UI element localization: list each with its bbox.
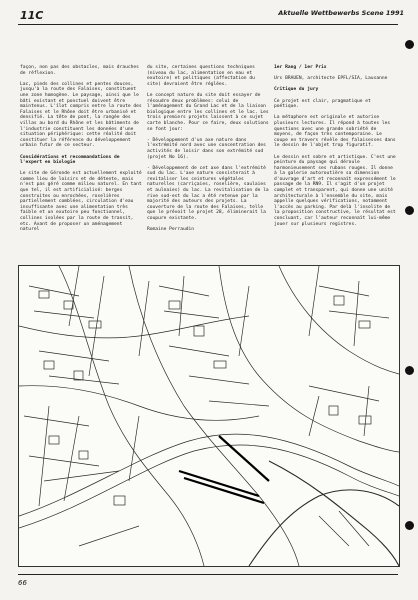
paragraph: Le site de Géronde est actuellement exploité comme lieu de loisirs et de détente, mais n'est pas géré comme milieu naturel. En tant que tel, il est artificialisé: berges construites ou enrochées, roselières partiellement comblées, circulation d'eau insuffisante avec une alimentation très faible et un exutoire peu fonctionnel, collines isolées par la route de transit, etc. Avant de proposer un aménagement naturel [20,171,142,233]
paragraph: Le concept nature du site doit essayer de résoudre deux problèmes: celui de l'aménagement du Grand Lac et de la liaison biologique entre les collines et le lac. Les trois premiers projets laissent à ce sujet carte blanche. Pour ce faire, deux solutions se font jour: [147,92,269,132]
paragraph: Lac, pieds des collines et pentes douces, jusqu'à la route des Falaises, constituent une zone homogène. Le paysage, ainsi que le bâti existant et ponctuel doivent être maintenus. L'îlot compris entre la route des Falaises et le Rhône doit être urbanisé et densifié. La tête de pont, la rangée des villas au bord du Rhône et les bâtiments de l'industrie constituent les données d'une situation périphérique: cette réalité doit constituer la référence du développement urbain futur de ce secteur. [20,81,142,149]
paragraph: Ce projet est clair, pragmatique et poétique. [274,98,371,110]
binder-hole [405,521,414,530]
paragraph: - Développement de cet axe dans l'extrémité sud du lac. L'axe nature consisterait à revitaliser les ceintures végétales naturelles (carriçaies, roselière, saulaies et aulnaies) du lac. La revitalisation de la rive sud-est du lac a été retenue par la majorité des auteurs des projets. La couverture de la route des Falaises, telle que le prévoit le projet 28, éliminerait la coupure existante. [147,165,269,222]
paragraph: Le dessin est sobre et artistique. C'est une peinture du paysage qui déroule harmonieusement ses rubans rouges. Il donne à la galerie autoroutière sa dimension d'ouvrage d'art et reconnaît expressément le passage de la RN9. Il s'agit d'un projet complet et transparent, qui donne une unité architecturale à l'ensemble du site, mais appelle quelques vérifications, notamment l'accès au parking. Par delà l'insolite de la proposition constructive, le résultat est concluant, car l'auteur reconnaît lui-même jouer sur plusieurs registres. [274,154,396,227]
paragraph: - Développement d'un axe nature dans l'extrémité nord avec une concentration des activités de loisir dans son extrémité sud (projet No 16). [147,137,266,160]
section-heading: Considérations et recommandations de l'expert en biologie [20,154,120,166]
section-heading: 1er Rang / 1er Prix [274,65,327,70]
header-rule [18,24,398,25]
footer-rule [18,574,398,575]
section-number: 11C [20,9,44,22]
page-number: 66 [18,579,27,587]
text-column-left [20,65,144,238]
binder-hole [405,206,414,215]
binder-hole [405,366,414,375]
site-plan-map [18,265,400,567]
site-plan-drawing [19,266,399,566]
paragraph: La métaphore est originale et autorise plusieurs lectures. Il répond à toutes les questions avec une grande sobriété de moyens, de façon très contemporaine. Le coupe en travers révèle des falaisesses dans le dessin de l'objet trop figuratif. [274,115,396,149]
text-column-right [274,65,398,233]
author-signature: Romaine Perraudin [147,227,195,233]
paragraph: façon, non pas des obstacles, mais drauches de réflexion. [20,65,139,76]
section-heading: Critique du jury [274,87,319,93]
text-column-middle [147,65,271,238]
publication-title: Aktuelle Wettbewerbs Scene 1991 [278,9,404,17]
binder-hole [405,40,414,49]
paragraph: du site, certaines questions techniques (niveau du lac, alimentation en eau et exutoire) et politiques (affectation du site) devraient être réglées. [147,65,255,87]
paragraph: Urs BRAUEN, architecte EPFL/SIA, Lausanne [274,76,388,82]
